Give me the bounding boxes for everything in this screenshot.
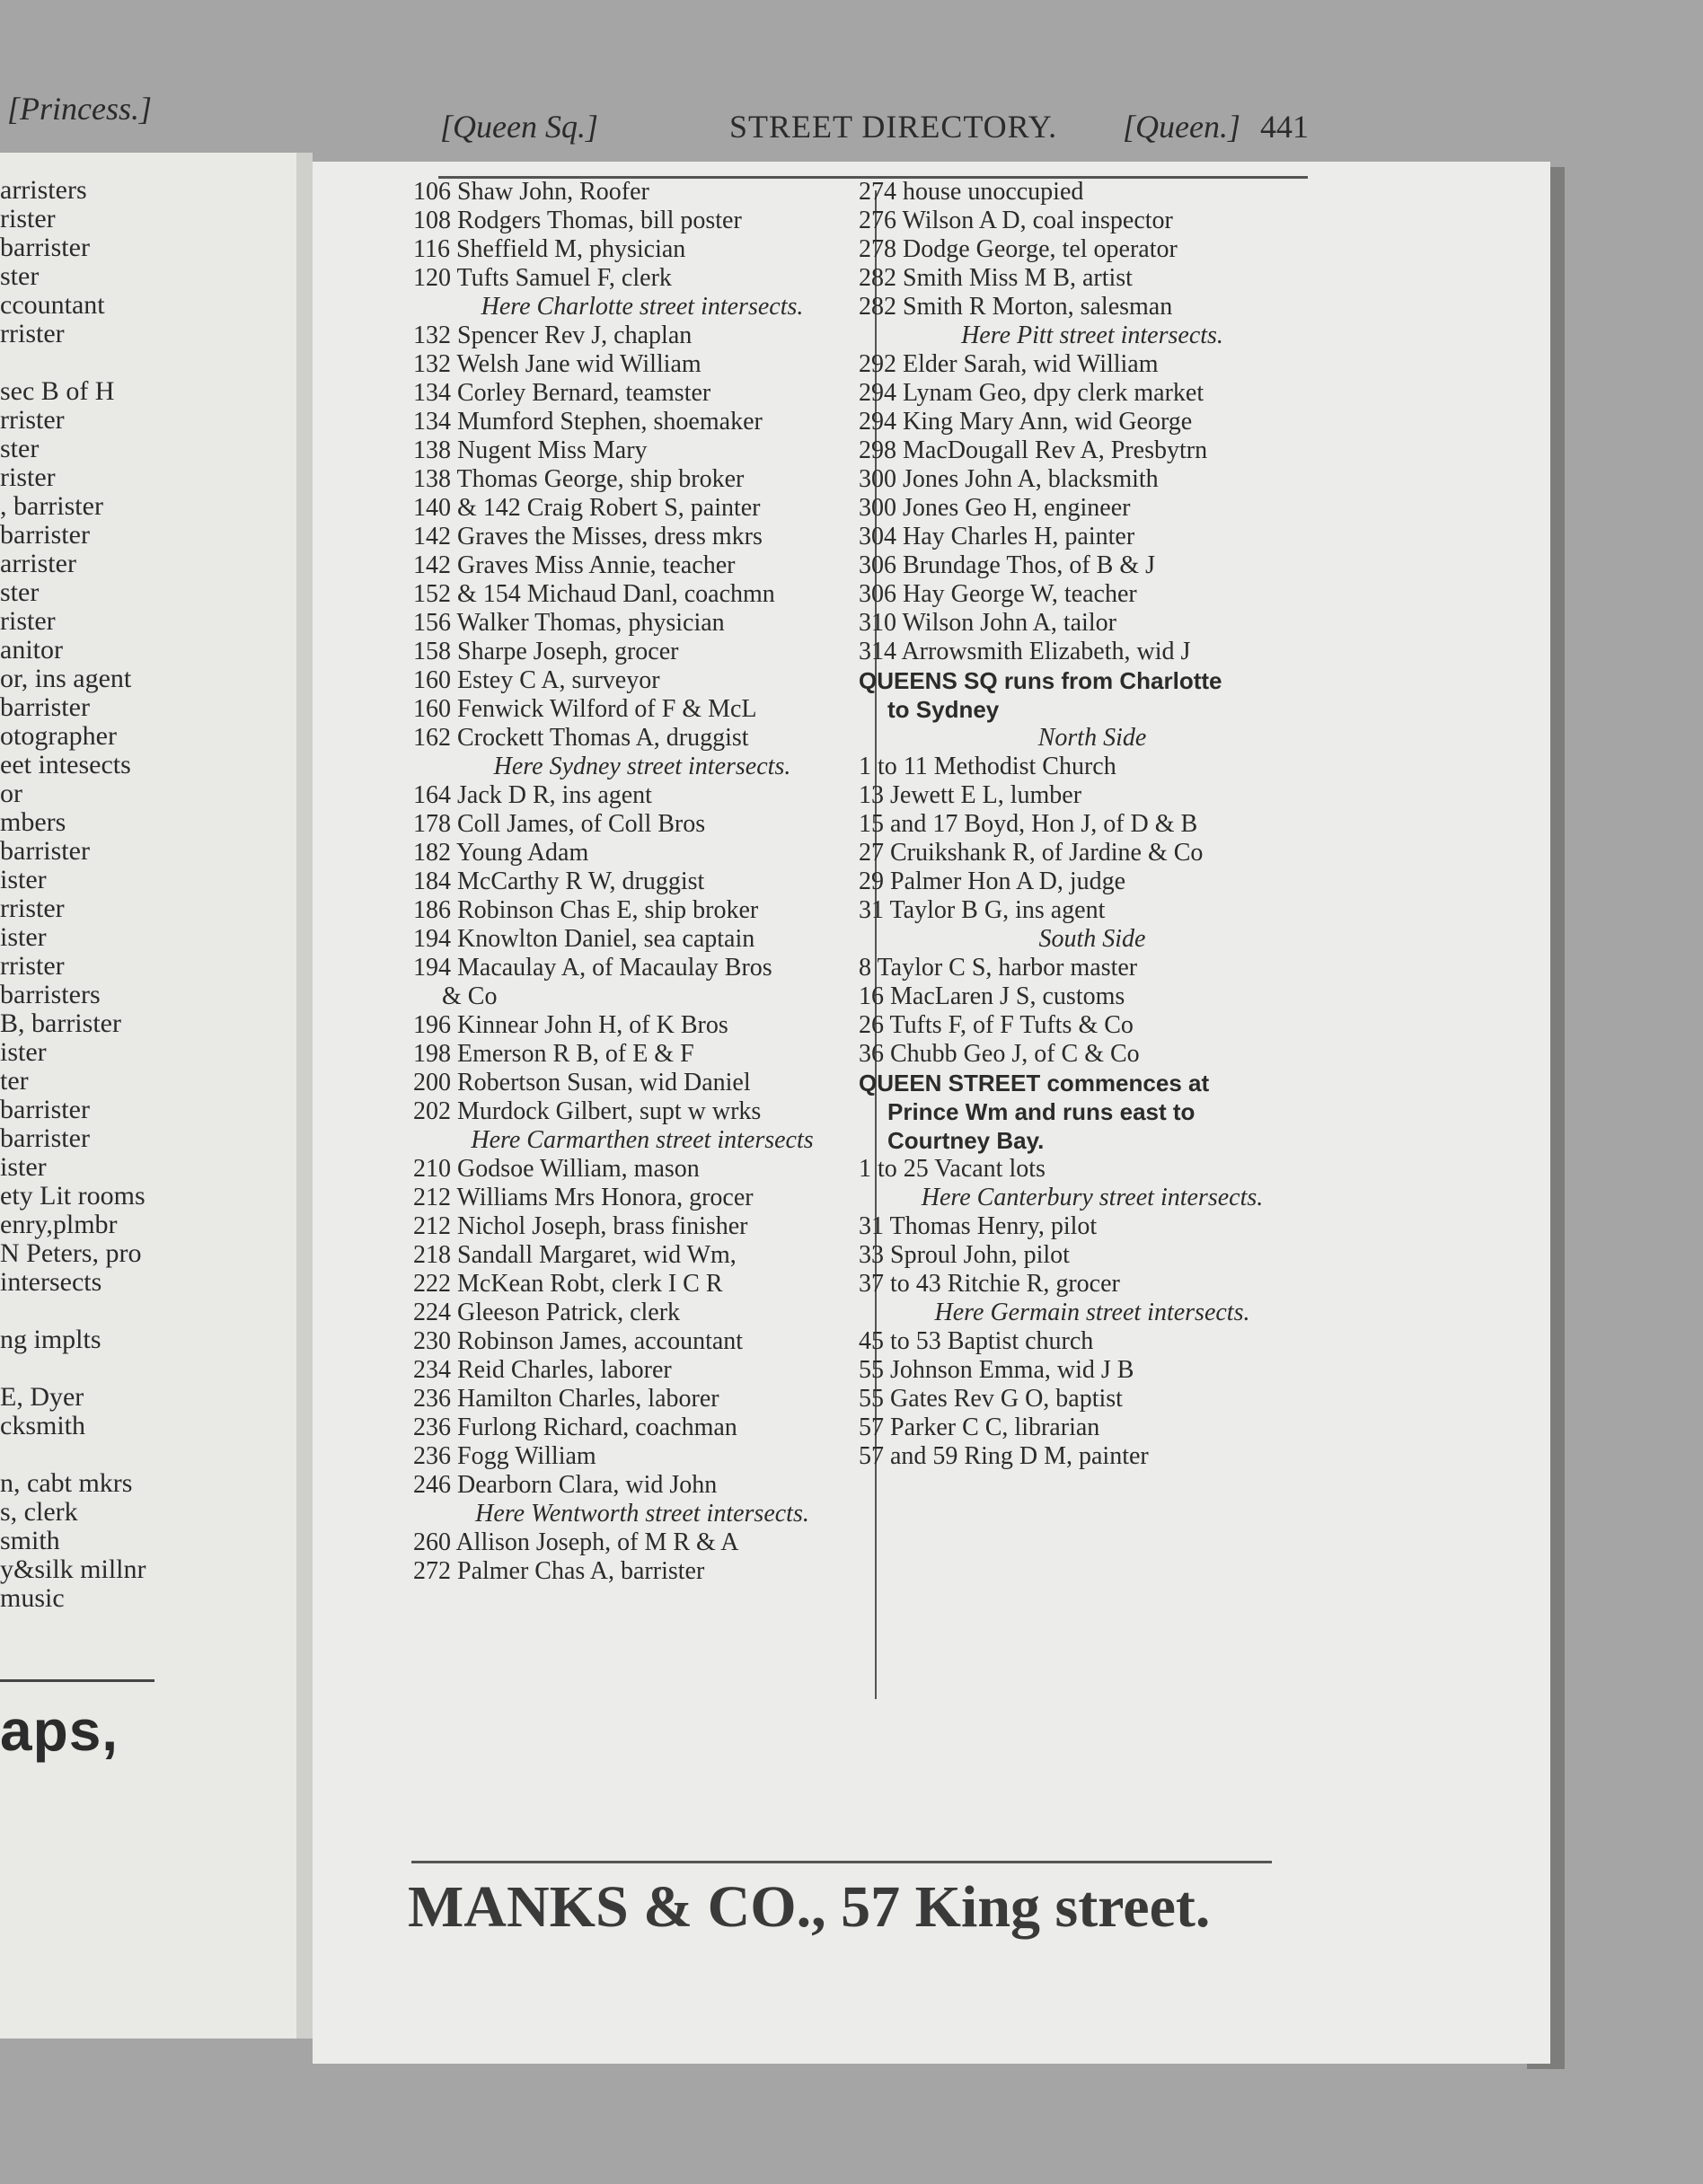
directory-entry: 160 Fenwick Wilford of F & McL	[413, 695, 757, 723]
directory-entry: 55 Johnson Emma, wid J B	[859, 1356, 1134, 1384]
directory-entry: 196 Kinnear John H, of K Bros	[413, 1011, 728, 1039]
directory-entry: 298 MacDougall Rev A, Presbytrn	[859, 436, 1208, 464]
directory-entry: 260 Allison Joseph, of M R & A	[413, 1528, 739, 1556]
directory-entry: 27 Cruikshank R, of Jardine & Co	[859, 839, 1204, 867]
directory-entry: 246 Dearborn Clara, wid John	[413, 1471, 718, 1499]
directory-entry: 57 and 59 Ring D M, painter	[859, 1442, 1149, 1470]
directory-entry: 16 MacLaren J S, customs	[859, 982, 1125, 1010]
directory-entry: 194 Macaulay A, of Macaulay Bros	[413, 954, 772, 982]
directory-entry: 55 Gates Rev G O, baptist	[859, 1385, 1123, 1413]
street-intersection-note: Here Sydney street intersects.	[493, 753, 791, 780]
directory-entry: 294 Lynam Geo, dpy clerk market	[859, 379, 1204, 407]
directory-entry: 132 Welsh Jane wid William	[413, 350, 701, 378]
directory-entry: 314 Arrowsmith Elizabeth, wid J	[859, 638, 1191, 665]
previous-page-line	[0, 348, 296, 377]
street-heading-continued: to Sydney	[887, 696, 1000, 723]
directory-entry: 31 Taylor B G, ins agent	[859, 896, 1106, 924]
directory-entry: 178 Coll James, of Coll Bros	[413, 810, 706, 838]
directory-entry: 132 Spencer Rev J, chaplan	[413, 321, 693, 349]
directory-entry: 236 Furlong Richard, coachman	[413, 1413, 737, 1441]
previous-page-header: [Princess.]	[7, 91, 152, 127]
previous-page-line: rister	[0, 462, 56, 492]
previous-page-line: ister	[0, 922, 47, 952]
footer-advertisement: MANKS & CO., 57 King street.	[408, 1874, 1211, 1940]
previous-page-line	[0, 1297, 296, 1325]
directory-entry: 160 Estey C A, surveyor	[413, 666, 660, 694]
previous-page-rule	[0, 1679, 154, 1682]
directory-entry: 200 Robertson Susan, wid Daniel	[413, 1069, 751, 1096]
street-heading-continued: Prince Wm and runs east to	[887, 1098, 1196, 1125]
directory-entry: 218 Sandall Margaret, wid Wm,	[413, 1241, 737, 1269]
page-gutter	[296, 153, 313, 2039]
directory-entry: 26 Tufts F, of F Tufts & Co	[859, 1011, 1134, 1039]
directory-entry: 138 Nugent Miss Mary	[413, 436, 648, 464]
street-intersection-note: Here Germain street intersects.	[934, 1299, 1250, 1326]
previous-page-line: ster	[0, 261, 40, 291]
directory-entry: 194 Knowlton Daniel, sea captain	[413, 925, 755, 953]
previous-page-line: sec B of H	[0, 376, 115, 406]
directory-entry: 142 Graves Miss Annie, teacher	[413, 551, 736, 579]
directory-entry: 134 Corley Bernard, teamster	[413, 379, 711, 407]
header-title: STREET DIRECTORY.	[729, 109, 1058, 145]
directory-entry: 184 McCarthy R W, druggist	[413, 867, 705, 895]
previous-page-line: , barrister	[0, 491, 103, 521]
directory-entry: 37 to 43 Ritchie R, grocer	[859, 1270, 1120, 1298]
previous-page-footer: aps,	[0, 1698, 119, 1763]
previous-page-line: barristers	[0, 980, 101, 1009]
previous-page-line: barrister	[0, 233, 90, 262]
street-intersection-note: Here Canterbury street intersects.	[921, 1184, 1264, 1211]
previous-page-line: B, barrister	[0, 1008, 121, 1038]
directory-entry: 272 Palmer Chas A, barrister	[413, 1557, 705, 1585]
previous-page-line: ister	[0, 1152, 47, 1182]
directory-entry: 15 and 17 Boyd, Hon J, of D & B	[859, 810, 1198, 838]
directory-entry: 300 Jones Geo H, engineer	[859, 494, 1131, 522]
previous-page-line: eet intesects	[0, 750, 131, 779]
previous-page-line: E, Dyer	[0, 1382, 84, 1412]
previous-page-line: rister	[0, 606, 56, 636]
directory-entry: 8 Taylor C S, harbor master	[859, 954, 1138, 982]
previous-page-line: ster	[0, 577, 40, 607]
directory-entry: 36 Chubb Geo J, of C & Co	[859, 1040, 1140, 1068]
previous-page-line: or, ins agent	[0, 664, 132, 693]
street-heading-continued: Courtney Bay.	[887, 1127, 1045, 1154]
directory-entry: 234 Reid Charles, laborer	[413, 1356, 672, 1384]
directory-entry: 1 to 11 Methodist Church	[859, 753, 1116, 780]
previous-page-line: cksmith	[0, 1411, 85, 1440]
previous-page-line	[0, 1440, 296, 1469]
street-intersection-note: North Side	[1037, 724, 1147, 752]
street-intersection-note: Here Pitt street intersects.	[961, 321, 1223, 349]
street-intersection-note: Here Carmarthen street intersects	[471, 1126, 814, 1154]
directory-entry: 116 Sheffield M, physician	[413, 235, 686, 263]
previous-page-line: smith	[0, 1526, 60, 1555]
previous-page-line: or	[0, 779, 22, 808]
directory-entry: 186 Robinson Chas E, ship broker	[413, 896, 759, 924]
directory-entry: 198 Emerson R B, of E & F	[413, 1040, 694, 1068]
directory-entry: 224 Gleeson Patrick, clerk	[413, 1299, 681, 1326]
directory-entry: 120 Tufts Samuel F, clerk	[413, 264, 672, 292]
street-heading: QUEEN STREET commences at	[859, 1070, 1210, 1096]
previous-page-line: ter	[0, 1066, 29, 1096]
directory-entry: 236 Hamilton Charles, laborer	[413, 1385, 719, 1413]
previous-page-line: rister	[0, 204, 56, 233]
directory-entry: 31 Thomas Henry, pilot	[859, 1212, 1098, 1240]
directory-entry: 162 Crockett Thomas A, druggist	[413, 724, 749, 752]
previous-page-line: barrister	[0, 836, 90, 866]
header-left-key: [Queen Sq.]	[440, 109, 598, 145]
previous-page-line: rrister	[0, 405, 65, 435]
directory-entry: 274 house unoccupied	[859, 178, 1084, 206]
directory-entry: 164 Jack D R, ins agent	[413, 781, 652, 809]
previous-page-line: barrister	[0, 1095, 90, 1124]
previous-page-line: ety Lit rooms	[0, 1181, 146, 1211]
previous-page-line: N Peters, pro	[0, 1238, 142, 1268]
previous-page-line	[0, 1354, 296, 1383]
previous-page-line: intersects	[0, 1267, 102, 1297]
previous-page-line: anitor	[0, 635, 63, 665]
previous-page-lines	[0, 176, 296, 1613]
previous-page-line: rrister	[0, 319, 65, 348]
directory-entry: 29 Palmer Hon A D, judge	[859, 867, 1126, 895]
header-right-key: [Queen.]	[1123, 109, 1240, 145]
previous-page-line: mbers	[0, 807, 66, 837]
previous-page-line: arrister	[0, 549, 76, 578]
directory-entry: 108 Rodgers Thomas, bill poster	[413, 207, 742, 234]
directory-entry: 278 Dodge George, tel operator	[859, 235, 1178, 263]
directory-entry: 202 Murdock Gilbert, supt w wrks	[413, 1097, 762, 1125]
previous-page-line: ccountant	[0, 290, 105, 320]
directory-entry: 45 to 53 Baptist church	[859, 1327, 1094, 1355]
footer-rule	[411, 1861, 1272, 1863]
directory-entry: 236 Fogg William	[413, 1442, 596, 1470]
previous-page-line: otographer	[0, 721, 117, 751]
directory-entry: 294 King Mary Ann, wid George	[859, 408, 1193, 436]
directory-entry: 13 Jewett E L, lumber	[859, 781, 1082, 809]
page-header	[440, 108, 1311, 153]
right-column	[859, 178, 1326, 1471]
directory-entry: 300 Jones John A, blacksmith	[859, 465, 1159, 493]
directory-entry: 156 Walker Thomas, physician	[413, 609, 725, 637]
directory-entry: 1 to 25 Vacant lots	[859, 1155, 1046, 1183]
directory-entry: 210 Godsoe William, mason	[413, 1155, 700, 1183]
directory-entry: 310 Wilson John A, tailor	[859, 609, 1116, 637]
directory-entry: 282 Smith Miss M B, artist	[859, 264, 1133, 292]
street-intersection-note: Here Wentworth street intersects.	[475, 1500, 809, 1528]
previous-page-line: s, clerk	[0, 1497, 78, 1527]
directory-entry: 182 Young Adam	[413, 839, 589, 867]
directory-entry: 106 Shaw John, Roofer	[413, 178, 649, 206]
directory-entry: 222 McKean Robt, clerk I C R	[413, 1270, 723, 1298]
directory-entry: 212 Nichol Joseph, brass finisher	[413, 1212, 748, 1240]
previous-page-line: ng implts	[0, 1325, 101, 1354]
directory-entry: 158 Sharpe Joseph, grocer	[413, 638, 679, 665]
directory-entry: 276 Wilson A D, coal inspector	[859, 207, 1173, 234]
directory-entry: 140 & 142 Craig Robert S, painter	[413, 494, 761, 522]
directory-entry-continued: & Co	[442, 982, 498, 1010]
directory-entry: 230 Robinson James, accountant	[413, 1327, 744, 1355]
directory-entry: 306 Brundage Thos, of B & J	[859, 551, 1156, 579]
directory-entry: 134 Mumford Stephen, shoemaker	[413, 408, 763, 436]
previous-page-line: ister	[0, 865, 47, 894]
previous-page-line: rrister	[0, 951, 65, 981]
directory-entry: 282 Smith R Morton, salesman	[859, 293, 1173, 321]
street-heading: QUEENS SQ runs from Charlotte	[859, 667, 1222, 694]
directory-entry: 138 Thomas George, ship broker	[413, 465, 745, 493]
previous-page-line: enry,plmbr	[0, 1210, 118, 1239]
previous-page-line: n, cabt mkrs	[0, 1468, 133, 1498]
directory-entry: 142 Graves the Misses, dress mkrs	[413, 523, 763, 550]
street-intersection-note: South Side	[1038, 925, 1146, 953]
directory-entry: 152 & 154 Michaud Danl, coachmn	[413, 580, 775, 608]
directory-entry: 57 Parker C C, librarian	[859, 1413, 1100, 1441]
previous-page-line: y&silk millnr	[0, 1554, 146, 1584]
previous-page-line: barrister	[0, 1123, 90, 1153]
previous-page-line: barrister	[0, 692, 90, 722]
left-column	[413, 178, 871, 1586]
directory-entry: 306 Hay George W, teacher	[859, 580, 1137, 608]
page-number: 441	[1260, 109, 1309, 145]
previous-page-line: rrister	[0, 894, 65, 923]
previous-page-line: arristers	[0, 176, 87, 205]
previous-page-line: music	[0, 1583, 65, 1613]
street-intersection-note: Here Charlotte street intersects.	[481, 293, 804, 321]
directory-entry: 33 Sproul John, pilot	[859, 1241, 1070, 1269]
directory-entry: 292 Elder Sarah, wid William	[859, 350, 1159, 378]
previous-page-line: barrister	[0, 520, 90, 550]
previous-page-line: ster	[0, 434, 40, 463]
directory-entry: 304 Hay Charles H, painter	[859, 523, 1135, 550]
directory-entry: 212 Williams Mrs Honora, grocer	[413, 1184, 754, 1211]
previous-page-line: ister	[0, 1037, 47, 1067]
